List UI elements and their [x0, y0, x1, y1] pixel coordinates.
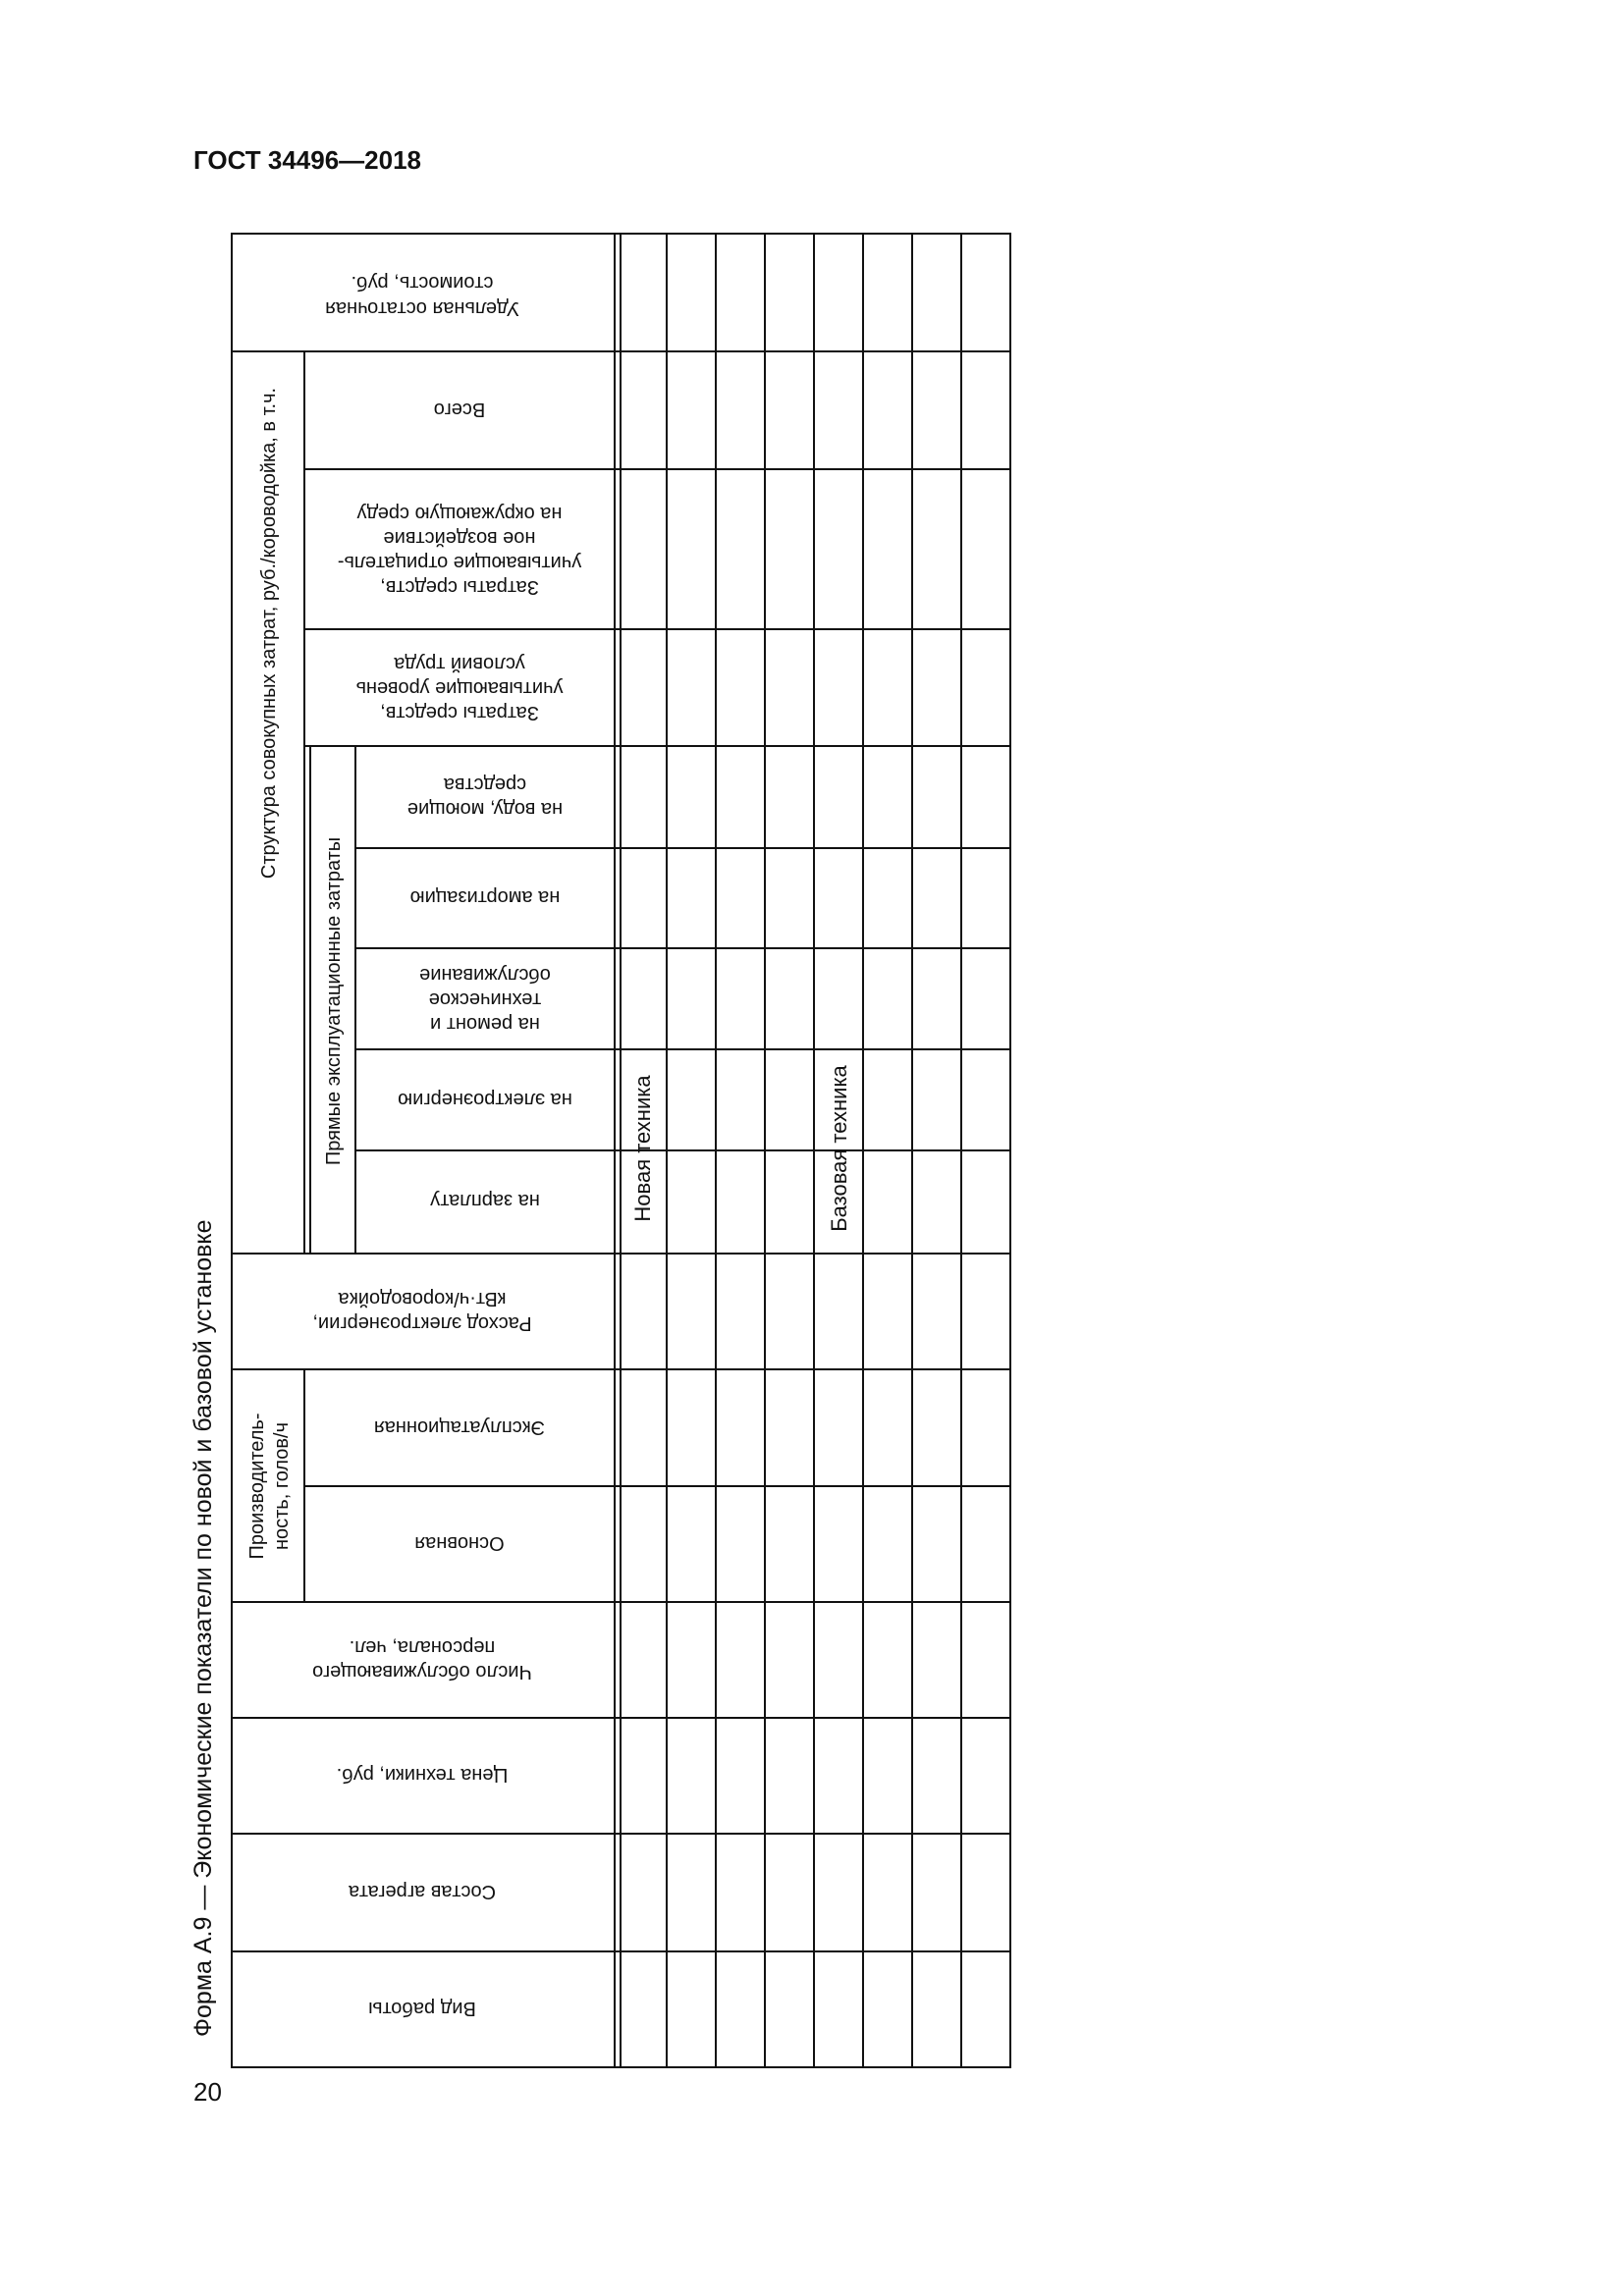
page-number: 20 — [193, 2077, 222, 2107]
svg-text:средства: средства — [443, 774, 527, 795]
svg-text:Затраты средств,: Затраты средств, — [380, 702, 539, 723]
svg-text:учитывающие уровень: учитывающие уровень — [355, 677, 564, 699]
svg-text:кВт·ч/короводойка: кВт·ч/короводойка — [338, 1288, 507, 1309]
header-pryamye-zatraty — [323, 837, 345, 1165]
svg-text:ное воздействие: ное воздействие — [383, 527, 536, 549]
header-na-elektroenergiyu — [398, 1089, 572, 1110]
svg-text:Состав агрегата: Состав агрегата — [348, 1881, 497, 1902]
header-vsego — [434, 399, 485, 420]
svg-text:Расход электроэнергии,: Расход электроэнергии, — [312, 1312, 532, 1334]
header-proizvoditelnost — [246, 1413, 293, 1559]
header-vid-raboty — [368, 1998, 476, 2019]
header-proizv-osnovnaya — [414, 1532, 504, 1554]
header-sostav-agregata — [348, 1881, 496, 1902]
header-zatraty-okruzh-sreda — [338, 503, 581, 598]
svg-text:ность, голов/ч: ность, голов/ч — [271, 1421, 293, 1551]
svg-text:Прямые эксплуатационные затрат: Прямые эксплуатационные затраты — [323, 836, 345, 1166]
svg-text:Основная: Основная — [414, 1532, 505, 1554]
svg-text:Всего: Всего — [433, 399, 486, 420]
svg-text:на окружающую среду: на окружающую среду — [356, 503, 563, 524]
header-na-zarplatu — [430, 1190, 540, 1211]
svg-text:условий труда: условий труда — [394, 653, 525, 674]
header-raskhod-energii — [312, 1288, 531, 1334]
svg-text:Структура совокупных затрат, р: Структура совокупных затрат, руб./короводойка, в т.ч. — [258, 387, 280, 880]
svg-text:на электроэнергию: на электроэнергию — [398, 1089, 572, 1110]
svg-text:на амортизацию: на амортизацию — [409, 886, 561, 908]
svg-text:Удельная остаточная: Удельная остаточная — [325, 297, 519, 319]
header-na-amortizatsiyu — [410, 886, 561, 908]
svg-text:Базовая техника: Базовая техника — [827, 1065, 851, 1232]
svg-text:Цена техники, руб.: Цена техники, руб. — [336, 1764, 509, 1786]
section-new-tech — [630, 1075, 655, 1222]
svg-text:персонала, чел.: персонала, чел. — [349, 1636, 496, 1658]
svg-text:Новая техника: Новая техника — [630, 1075, 655, 1222]
header-na-vodu — [407, 774, 563, 820]
header-proizv-ekspluatatsionnaya — [374, 1416, 545, 1438]
header-na-remont — [419, 964, 551, 1035]
svg-text:стоимость, руб.: стоимость, руб. — [351, 272, 494, 294]
svg-text:учитывающие отрицатель-: учитывающие отрицатель- — [337, 552, 582, 573]
header-zatraty-uslovia-truda — [356, 653, 564, 723]
svg-text:на воду, моющие: на воду, моющие — [406, 798, 564, 820]
svg-text:Затраты средств,: Затраты средств, — [380, 576, 539, 598]
svg-text:на зарплату: на зарплату — [430, 1190, 540, 1211]
svg-text:Число обслуживающего: Число обслуживающего — [312, 1661, 532, 1682]
document-header: ГОСТ 34496—2018 — [193, 145, 421, 175]
header-tsena-tekhniki — [337, 1764, 509, 1786]
svg-text:на ремонт и: на ремонт и — [430, 1013, 540, 1035]
header-chislo-personala — [312, 1636, 532, 1682]
form-caption: Форма А.9 — Экономические показатели по новой и базовой установке — [189, 1219, 217, 2037]
svg-text:обслуживание: обслуживание — [419, 964, 551, 986]
svg-text:Вид работы: Вид работы — [368, 1998, 476, 2019]
svg-text:Эксплуатационная: Эксплуатационная — [373, 1416, 546, 1438]
header-struktura-zatrat — [258, 388, 280, 879]
section-base-tech — [827, 1064, 851, 1231]
svg-text:техническое: техническое — [428, 988, 542, 1010]
header-udelnaya-stoimost — [325, 272, 519, 319]
header-labels — [246, 272, 851, 2019]
svg-text:Производитель-: Производитель- — [246, 1413, 268, 1560]
table-grid — [232, 234, 1010, 2067]
